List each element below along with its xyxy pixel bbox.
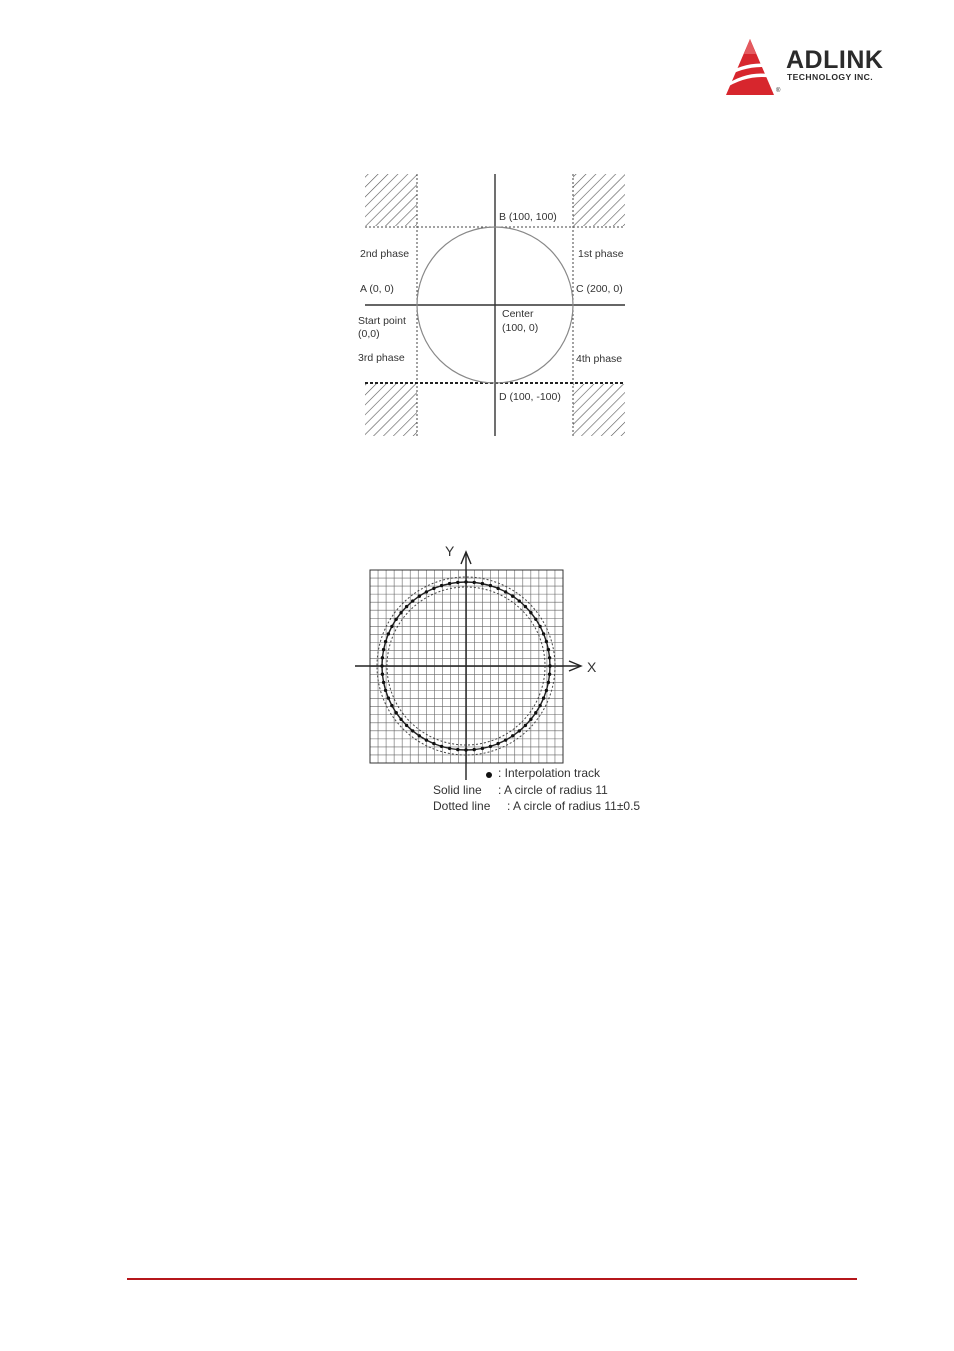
track-point [529, 718, 532, 721]
company-logo [720, 36, 920, 100]
track-point [524, 605, 527, 608]
track-point [387, 696, 390, 699]
phase-1-label: 1st phase [578, 248, 624, 260]
track-point [542, 632, 545, 635]
footer-rule [127, 1278, 857, 1280]
track-point [395, 711, 398, 714]
hatch-bottom-left [365, 384, 417, 436]
track-point [545, 689, 548, 692]
track-point [473, 581, 476, 584]
track-point [380, 664, 383, 667]
track-point [542, 696, 545, 699]
track-point [387, 632, 390, 635]
track-point [473, 748, 476, 751]
legend-solid-key: Solid line [433, 783, 482, 797]
track-point [538, 625, 541, 628]
interpolation-grid-diagram [340, 538, 670, 820]
track-point [456, 581, 459, 584]
start-point-coords: (0,0) [358, 328, 380, 340]
legend-track: : Interpolation track [498, 766, 601, 780]
point-b-label: B (100, 100) [499, 211, 557, 223]
track-point [504, 590, 507, 593]
track-point [538, 704, 541, 707]
track-point [464, 580, 467, 583]
start-point-label: Start point [358, 315, 406, 327]
track-point [518, 729, 521, 732]
track-point [534, 618, 537, 621]
hatch-top-right [573, 174, 625, 226]
track-point [384, 689, 387, 692]
hatch-bottom-right [573, 384, 625, 436]
track-point [382, 681, 385, 684]
track-point [384, 640, 387, 643]
track-point [418, 595, 421, 598]
track-point [511, 734, 514, 737]
track-point [411, 599, 414, 602]
x-axis-label: X [587, 659, 597, 675]
track-point [548, 664, 551, 667]
track-point [425, 590, 428, 593]
track-point [432, 587, 435, 590]
track-point [399, 718, 402, 721]
track-point [411, 729, 414, 732]
center-coords: (100, 0) [502, 322, 539, 334]
track-point [390, 625, 393, 628]
center-label: Center [502, 308, 534, 320]
track-point [399, 611, 402, 614]
track-point [504, 738, 507, 741]
track-point [545, 640, 548, 643]
track-point [405, 605, 408, 608]
track-point [440, 584, 443, 587]
track-point [496, 742, 499, 745]
track-point [425, 738, 428, 741]
track-point [548, 673, 551, 676]
logo-registered-mark: ® [776, 88, 781, 94]
point-d-label: D (100, -100) [499, 391, 561, 403]
track-point [547, 681, 550, 684]
track-point [440, 745, 443, 748]
track-point [381, 656, 384, 659]
track-point [390, 704, 393, 707]
track-point [395, 618, 398, 621]
circle-phase-diagram [354, 168, 634, 440]
phase-4-label: 4th phase [576, 353, 623, 365]
track-dot-icon [486, 772, 492, 778]
logo-subtitle: TECHNOLOGY INC. [787, 72, 874, 82]
legend-solid-desc: : A circle of radius 11 [498, 783, 608, 797]
track-point [524, 724, 527, 727]
track-point [529, 611, 532, 614]
track-point [547, 648, 550, 651]
track-point [464, 748, 467, 751]
point-a-label: A (0, 0) [360, 283, 394, 295]
logo-wordmark: ADLINK [786, 46, 884, 74]
track-point [481, 747, 484, 750]
legend-dotted-key: Dotted line [433, 799, 491, 813]
track-point [381, 673, 384, 676]
track-point [511, 595, 514, 598]
phase-2-label: 2nd phase [360, 248, 410, 260]
track-point [489, 584, 492, 587]
track-point [418, 734, 421, 737]
point-c-label: C (200, 0) [576, 283, 623, 295]
track-point [534, 711, 537, 714]
phase-3-label: 3rd phase [358, 352, 405, 364]
track-point [489, 745, 492, 748]
track-point [548, 656, 551, 659]
track-point [481, 582, 484, 585]
track-point [496, 587, 499, 590]
track-point [382, 648, 385, 651]
track-point [518, 599, 521, 602]
track-point [448, 747, 451, 750]
track-point [456, 748, 459, 751]
y-axis-label: Y [445, 543, 455, 559]
track-point [448, 582, 451, 585]
track-point [432, 742, 435, 745]
adlink-triangle-icon [720, 36, 780, 98]
legend-dotted-desc: : A circle of radius 11±0.5 [507, 799, 641, 813]
hatch-top-left [365, 174, 417, 226]
track-point [405, 724, 408, 727]
